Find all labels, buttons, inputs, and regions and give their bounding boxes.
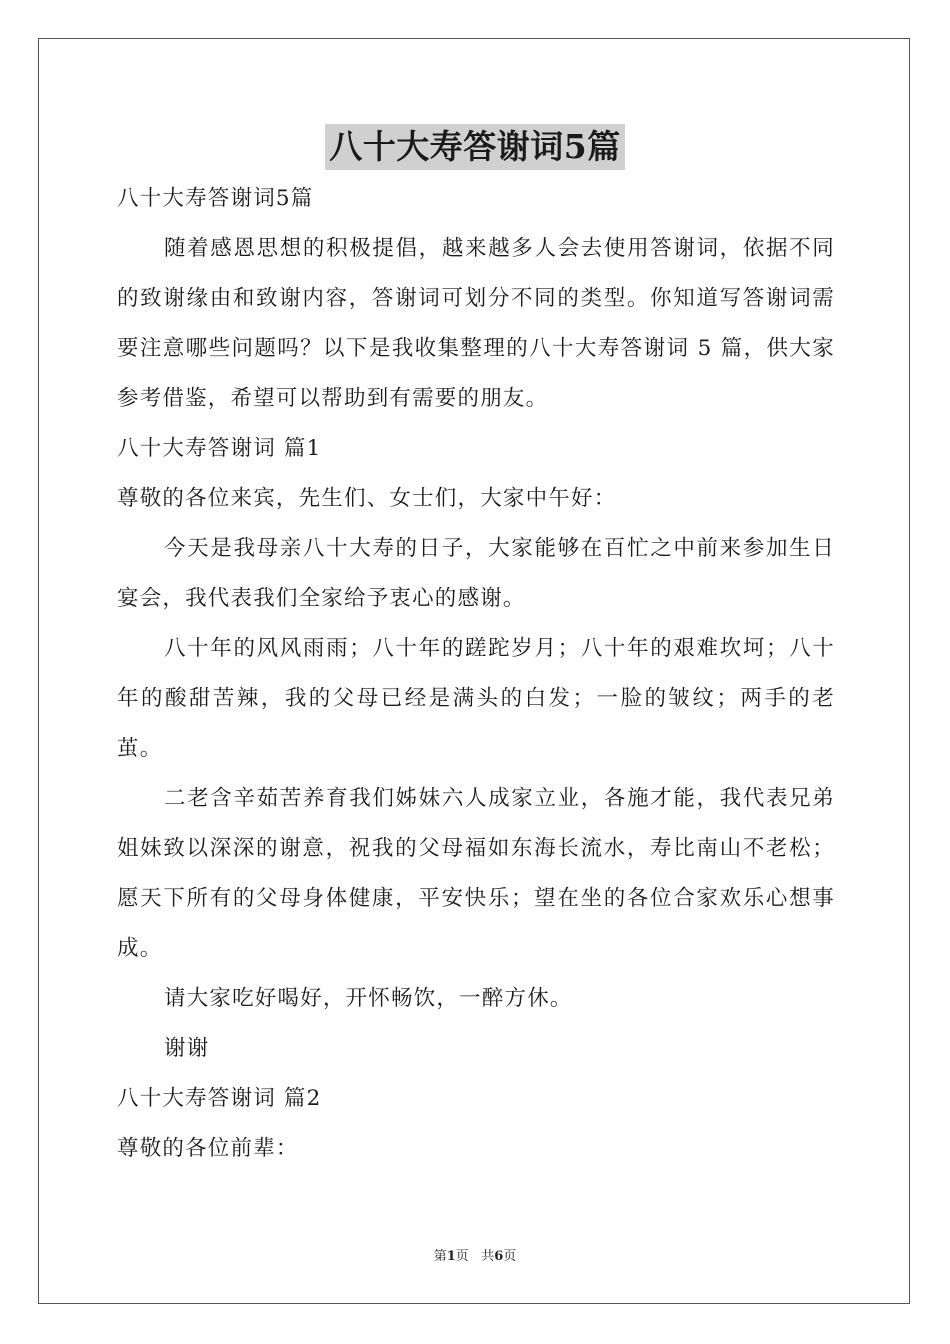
total-pages: 6 bbox=[494, 1249, 504, 1264]
total-prefix: 共 bbox=[481, 1249, 495, 1264]
salutation-1: 尊敬的各位来宾，先生们、女士们，大家中午好： bbox=[117, 486, 617, 511]
document-body bbox=[117, 174, 835, 1174]
page-number: 1 bbox=[446, 1249, 456, 1264]
salutation-2: 尊敬的各位前辈： bbox=[117, 1136, 299, 1161]
body-paragraph: 八十年的风风雨雨；八十年的蹉跎岁月；八十年的艰难坎坷；八十年的酸甜苦辣，我的父母已经是满头的白发；一脸的皱纹；两手的老茧。 bbox=[117, 636, 835, 761]
title-container bbox=[0, 124, 950, 170]
body-paragraph: 今天是我母亲八十大寿的日子，大家能够在百忙之中前来参加生日宴会，我代表我们全家给予衷心的感谢。 bbox=[117, 536, 835, 611]
section-heading-1: 八十大寿答谢词 篇1 bbox=[117, 436, 322, 461]
page-suffix: 页 bbox=[455, 1249, 469, 1264]
page-prefix: 第 bbox=[433, 1249, 447, 1264]
subtitle-line: 八十大寿答谢词5篇 bbox=[117, 186, 314, 211]
body-paragraph: 请大家吃好喝好，开怀畅饮，一醉方休。 bbox=[164, 986, 573, 1011]
section-heading-2: 八十大寿答谢词 篇2 bbox=[117, 1086, 322, 1111]
closing-thanks: 谢谢 bbox=[164, 1036, 210, 1061]
document-title: 八十大寿答谢词5篇 bbox=[325, 124, 624, 170]
intro-paragraph: 随着感恩思想的积极提倡，越来越多人会去使用答谢词，依据不同的致谢缘由和致谢内容，答谢词可划分不同的类型。你知道写答谢词需要注意哪些问题吗？以下是我收集整理的八十大寿答谢词 5 篇，供大家参考借鉴，希望可以帮助到有需要的朋友。 bbox=[117, 236, 835, 411]
body-paragraph: 二老含辛茹苦养育我们姊妹六人成家立业，各施才能，我代表兄弟姐妹致以深深的谢意，祝我的父母福如东海长流水，寿比南山不老松；愿天下所有的父母身体健康，平安快乐；望在坐的各位合家欢乐心想事成。 bbox=[117, 786, 835, 961]
total-suffix: 页 bbox=[503, 1249, 517, 1264]
page-footer bbox=[0, 1245, 950, 1264]
